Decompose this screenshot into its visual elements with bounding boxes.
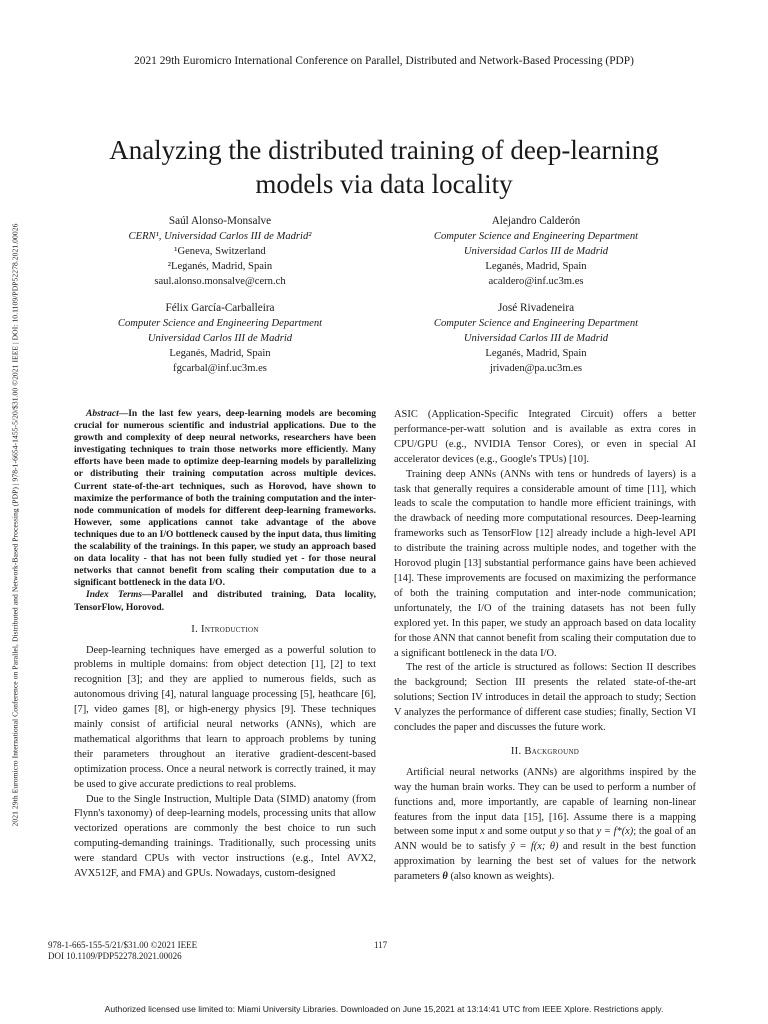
math-y: y [559, 826, 564, 838]
author-block-3 [70, 301, 370, 376]
right-column [394, 408, 696, 885]
footer-doi: DOI 10.1109/PDP52278.2021.00026 [48, 951, 182, 961]
background-paragraph-1: Artificial neural networks (ANNs) are algorithms inspired by the way the human brain works. They can be used to perform a number of functions and, more importantly, are capable of learning non-linear features from the input data [15], [16]. Assume there is a mapping between some input x and some output y so that y = f*(x); the goal of an ANN would be to satisfy ŷ = f(x; θ) and result in the best function approximation by learning the best set of values for the network parameters θ (also known as weights). [394, 766, 696, 883]
paper-title [40, 133, 728, 201]
author-email[interactable]: acaldero@inf.uc3m.es [488, 276, 584, 287]
author-location: Leganés, Madrid, Spain [485, 348, 587, 359]
author-name: Félix García-Carballeira [165, 302, 275, 314]
section-heading-background: II. Background [510, 745, 580, 757]
footer-isbn: 978-1-665-155-5/21/$31.00 ©2021 IEEE [48, 940, 198, 950]
author-email[interactable]: fgcarbal@inf.uc3m.es [173, 363, 267, 374]
author-affiliation: Universidad Carlos III de Madrid [463, 246, 609, 257]
author-block-1 [70, 214, 370, 289]
title-line-2: models via data locality [255, 169, 513, 199]
footer-copyright [48, 940, 197, 962]
author-email[interactable]: jrivaden@pa.uc3m.es [489, 363, 583, 374]
author-affiliation: CERN¹, Universidad Carlos III de Madrid² [128, 231, 312, 242]
index-terms-label: Index Terms [86, 590, 142, 601]
abstract-text: —In the last few years, deep-learning models are becoming crucial for numerous scientific and industrial applications. Due to the growth and complexity of deep neural networks, researchers have been investigating techniques to train those networks more efficiently. Many efforts have been made to optimize deep-learning models by parallelizing or distributing their training computation across multiple devices. Current state-of-the-art techniques, such as Horovod, have shown to maximize the performance of both the training computation and the inter-node communication of models for different deep-learning frameworks. However, some applications cannot take advantage of the above techniques due to an I/O bottleneck caused by the input data, thus limiting the scalability of the trainings. In this paper, we study an approach based on data locality - that has not been fully studied yet - for those neural networks that cannot benefit from scaling their computation due to a significant bottleneck in the data I/O. [74, 409, 376, 589]
author-email[interactable]: saul.alonso.monsalve@cern.ch [154, 276, 286, 287]
math-equation-1: y = f*(x) [596, 826, 634, 838]
index-terms [74, 589, 376, 613]
author-affiliation: Computer Science and Engineering Department [433, 231, 639, 242]
author-affiliation: Computer Science and Engineering Department [433, 318, 639, 329]
author-affiliation: Universidad Carlos III de Madrid [147, 333, 293, 344]
intro-paragraph-2: Due to the Single Instruction, Multiple Data (SIMD) anatomy (from Flynn's taxonomy) of deep-learning models, processing units that allow vectorized operations are commonly the best choice to run such computing-demanding trainings. Traditionally, such processing units were standard CPUs with vector instructions (e.g., Intel AVX2, AVX512F, and FMA) and GPUs. Nowadays, custom-designed [74, 793, 376, 880]
intro-paragraph-1: Deep-learning techniques have emerged as a powerful solution to problems in multiple domains: from object detection [1], [2] to text recognition [3]; and they are applied to numerous fields, such as autonomous driving [4], natural language processing [5], heathcare [6], [7], video games [8], or high-energy physics [9]. These techniques mainly consist of artificial neural networks (ANNs), which are mathematical algorithms that learn to approach problems by tuning their parameters throughout an iterative gradient-descent-based optimization process. Once a neural network is correctly trained, it may be used to give accurate predictions to real problems. [74, 644, 376, 790]
math-x: x [480, 826, 485, 838]
author-location: ²Leganés, Madrid, Spain [167, 261, 273, 272]
math-theta: θ [442, 871, 448, 883]
author-block-4 [386, 301, 686, 376]
right-paragraph-1: ASIC (Application-Specific Integrated Circuit) offers a better performance-per-watt solution and is available as extra cores in CPU/GPU (e.g., NVIDIA Tensor Cores), or even in special AI accelerator devices (e.g., Google's TPUs) [10]. [394, 409, 696, 465]
author-affiliation: Computer Science and Engineering Department [117, 318, 323, 329]
author-name: Alejandro Calderón [491, 215, 581, 227]
author-block-2 [386, 214, 686, 289]
side-copyright-strip [9, 130, 21, 920]
title-line-1: Analyzing the distributed training of deep-learning [109, 135, 659, 165]
author-location: ¹Geneva, Switzerland [174, 246, 266, 257]
math-equation-2: ŷ = f(x; θ) [510, 841, 559, 853]
right-paragraph-2: Training deep ANNs (ANNs with tens or hundreds of layers) is a task that generally requires a considerable amount of time [11], which leads to scale the computation to handle more efficient trainings, with the drawback of needing more computational resources. Deep-learning frameworks such as TensorFlow [12] already include a high-level API to distribute the training across multiple nodes, and together with the Horovod plugin [13] substantial performance gains have been achieved [14]. These improvements are focused on maximizing the performance of both the training computation and inter-node communication; unfortunately, the I/O of the training datasets has not been fully explored yet. In this paper, we study an approach based on data locality for those ANN that cannot benefit from scaling their computation due to a significant bottleneck in the data I/O. [394, 468, 696, 659]
index-terms-text: —Parallel and distributed training, Data locality, TensorFlow, Horovod. [74, 590, 376, 613]
author-location: Leganés, Madrid, Spain [485, 261, 587, 272]
abstract-label: Abstract [86, 409, 119, 419]
section-heading-introduction: I. Introduction [191, 623, 259, 635]
left-column [74, 408, 376, 882]
license-notice: Authorized licensed use limited to: Miami University Libraries. Downloaded on June 15,2021 at 13:14:41 UTC from IEEE Xplore. Restrictions apply. [104, 1004, 664, 1014]
conference-header: 2021 29th Euromicro International Conference on Parallel, Distributed and Network-Based Processing (PDP) [134, 55, 634, 67]
right-paragraph-3: The rest of the article is structured as follows: Section II describes the background; Section III presents the related state-of-the-art solutions; Section IV introduces in detail the approach to study; Section V analyzes the performance of different case studies; finally, Section VI concludes the paper and discusses the future work. [394, 662, 696, 734]
author-name: José Rivadeneira [497, 302, 575, 314]
abstract [74, 408, 376, 589]
side-copyright-text: 2021 29th Euromicro International Conference on Parallel, Distributed and Network-Based Processing (PDP) | 978-1-6654-1455-5/20/$31.00 ©2021 IEEE | DOI: 10.1109/PDP52278.2021.00026 [10, 223, 20, 827]
author-location: Leganés, Madrid, Spain [169, 348, 271, 359]
page-number: 117 [374, 940, 388, 950]
author-affiliation: Universidad Carlos III de Madrid [463, 333, 609, 344]
author-name: Saúl Alonso-Monsalve [168, 215, 272, 227]
